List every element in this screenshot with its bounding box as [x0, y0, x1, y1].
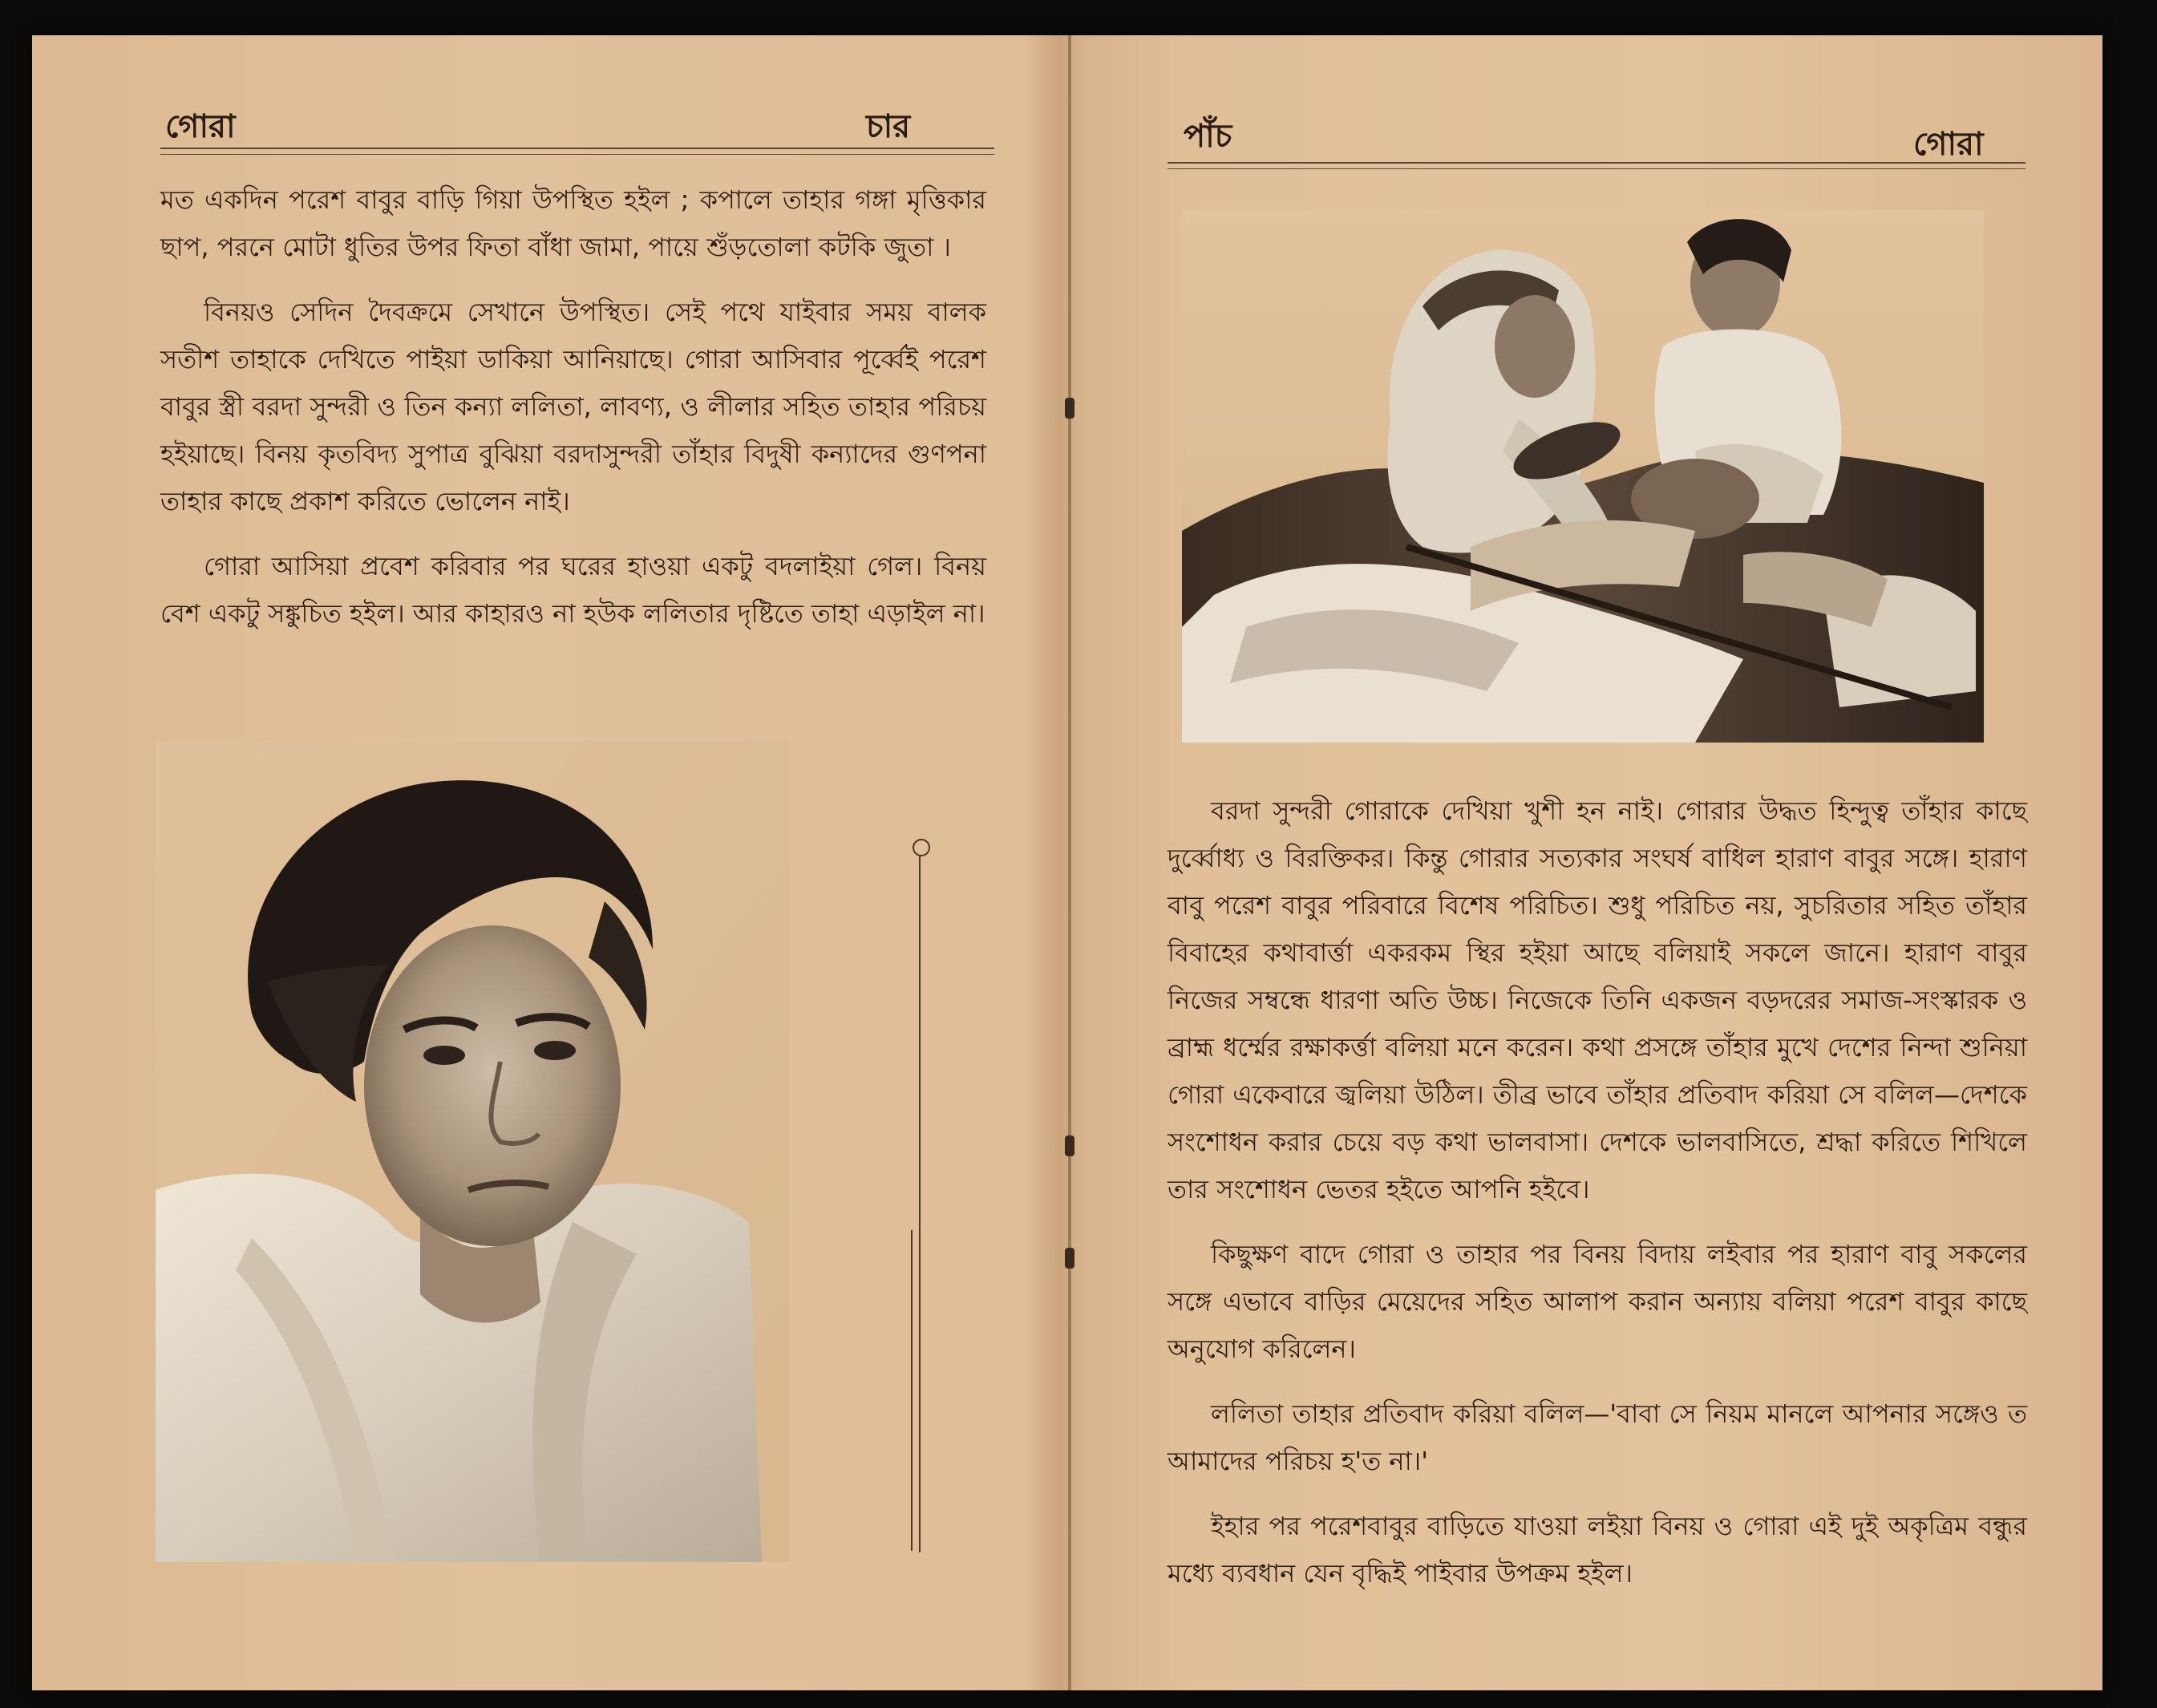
film-still-photo	[1182, 210, 1984, 743]
right-page	[1071, 35, 2102, 1690]
right-body-text	[1168, 787, 2027, 1615]
paragraph: ইহার পর পরেশবাবুর বাড়িতে যাওয়া লইয়া বিনয় ও গোরা এই দুই অকৃত্রিম বন্ধুর মধ্যে ব্যবধান যেন বৃদ্ধিই পাইবার উপক্রম হইল।	[1168, 1511, 2027, 1589]
header-rule	[160, 154, 994, 155]
paragraph: ললিতা তাহার প্রতিবাদ করিয়া বলিল—'বাবা সে নিয়ম মানলে আপনার সঙ্গেও ত আমাদের পরিচয় হ'ত না।'	[1168, 1398, 2027, 1476]
paragraph: মত একদিন পরেশ বাবুর বাড়ি গিয়া উপস্থিত হইল ; কপালে তাহার গঙ্গা মৃত্তিকার ছাপ, পরনে মোটা ধুতির উপর ফিতা বাঁধা জামা, পায়ে শুঁড়তোলা কটকি জুতা ।	[160, 184, 986, 262]
left-page	[32, 35, 1068, 1690]
paragraph: গোরা আসিয়া প্রবেশ করিবার পর ঘরের হাওয়া একটু বদলাইয়া গেল। বিনয় বেশ একটু সঙ্কুচিত হইল। আর কাহারও না হউক ললিতার দৃষ্টিতে তাহা এড়াইল না।	[160, 551, 986, 629]
decorative-line	[911, 1230, 913, 1551]
portrait-photo	[156, 741, 789, 1562]
header-rule	[160, 148, 994, 149]
header-rule	[1168, 162, 2025, 164]
decorative-circle	[913, 839, 930, 856]
open-booklet	[32, 35, 2102, 1690]
paragraph: বরদা সুন্দরী গোরাকে দেখিয়া খুশী হন নাই। গোরার উদ্ধত হিন্দুত্ব তাঁহার কাছে দুর্ব্বোধ্য ও বিরক্তিকর। কিন্তু গোরার সত্যকার সংঘর্ষ বাধিল হারাণ বাবুর সঙ্গে। হারাণ বাবু পরেশ বাবুর পরিবারে বিশেষ পরিচিত। শুধু পরিচিত নয়, সুচরিতার সহিত তাঁহার বিবাহের কথাবার্ত্তা একরকম স্থির হইয়া আছে বলিয়াই সকলে জানে। হারাণ বাবুর নিজের সম্বন্ধে ধারণা অতি উচ্চ। নিজেকে তিনি একজন বড়দরের সমাজ-সংস্কারক ও ব্রাহ্ম ধর্ম্মের রক্ষাকর্ত্তা বলিয়া মনে করেন। কথা প্রসঙ্গে তাঁহার মুখে দেশের নিন্দা শুনিয়া গোরা একেবারে জ্বলিয়া উঠিল। তীব্র ভাবে তাঁহার প্রতিবাদ করিয়া সে বলিল—দেশকে সংশোধন করার চেয়ে বড় কথা ভালবাসা। দেশকে ভালবাসিতে, শ্রদ্ধা করিতে শিখিলে তার সংশোধন ভেতর হইতে আপনি হইবে।	[1168, 795, 2027, 1204]
paragraph: বিনয়ও সেদিন দৈবক্রমে সেখানে উপস্থিত। সেই পথে যাইবার সময় বালক সতীশ তাহাকে দেখিতে পাইয়া ডাকিয়া আনিয়াছে। গোরা আসিবার পূর্ব্বেই পরেশ বাবুর স্ত্রী বরদা সুন্দরী ও তিন কন্যা ললিতা, লাবণ্য, ও লীলার সহিত তাহার পরিচয় হইয়াছে। বিনয় কৃতবিদ্য সুপাত্র বুঝিয়া বরদাসুন্দরী তাঁহার বিদুষী কন্যাদের গুণপনা তাহার কাছে প্রকাশ করিতে ভোলেন নাই।	[160, 297, 986, 516]
page-number: পাঁচ	[1184, 118, 1232, 155]
header-rule	[1168, 168, 2025, 169]
running-title: গোরা	[1913, 126, 1984, 163]
running-title: গোরা	[165, 108, 236, 145]
decorative-line	[919, 856, 921, 1552]
page-number: চার	[866, 108, 911, 145]
left-body-text	[160, 176, 986, 655]
paragraph: কিছুক্ষণ বাদে গোরা ও তাহার পর বিনয় বিদায় লইবার পর হারাণ বাবু সকলের সঙ্গে এভাবে বাড়ির মেয়েদের সহিত আলাপ করান অন্যায় বলিয়া পরেশ বাবুর কাছে অনুযোগ করিলেন।	[1168, 1239, 2027, 1364]
